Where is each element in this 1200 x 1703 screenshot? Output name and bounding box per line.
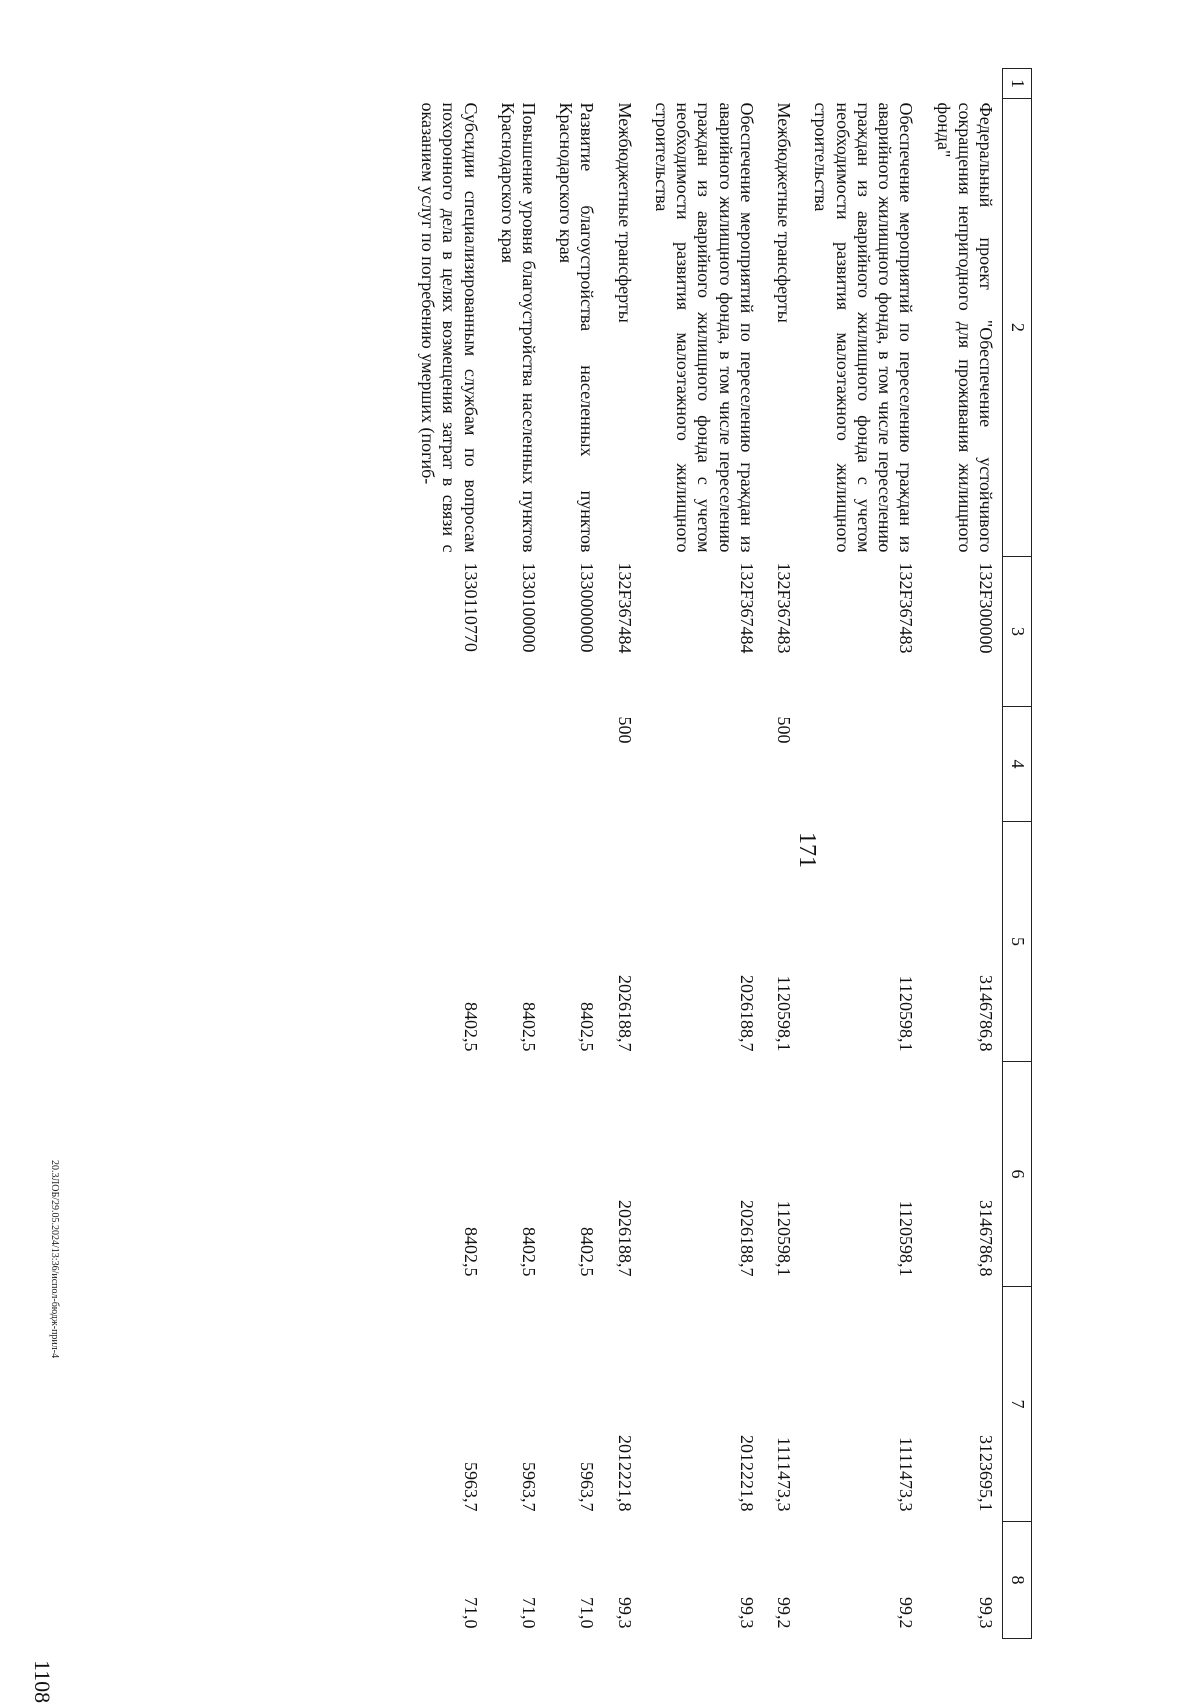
row-value-7: 3123695,1 <box>976 1435 996 1512</box>
row-value-5: 8402,5 <box>577 1002 598 1052</box>
table-row <box>603 69 640 1639</box>
row-name: Межбюджетные трансферты <box>774 102 795 323</box>
row-name: Обеспечение мероприятий по переселению граждан из аварийного жилищного фонда, в том числе переселению граждан из аварийного жилищного фонда с учетом необходимости развития малоэтажного жилищного строительства <box>651 102 757 553</box>
table-body <box>407 69 1003 1639</box>
row-value-6: 1120598,1 <box>896 1200 917 1277</box>
row-code: 1330000000 <box>577 562 598 653</box>
row-value-7: 1111473,3 <box>774 1437 795 1512</box>
row-code: 1330100000 <box>519 562 540 653</box>
row-value-6: 2026188,7 <box>736 1200 757 1277</box>
header-col-7: 7 <box>1003 1287 1032 1522</box>
row-col-1 <box>641 69 763 99</box>
row-expense-type <box>407 707 487 822</box>
row-value-7: 5963,7 <box>460 1462 481 1512</box>
row-expense-type <box>641 707 763 822</box>
row-code: 132F300000 <box>976 562 996 654</box>
row-value-5: 1120598,1 <box>896 975 917 1052</box>
row-col-1 <box>763 69 800 99</box>
row-value-5: 2026188,7 <box>736 975 757 1052</box>
table-row <box>922 69 1002 1639</box>
row-percent: 99,3 <box>976 1597 996 1629</box>
row-value-6: 3146786,8 <box>976 1200 996 1277</box>
budget-table <box>407 68 1032 1639</box>
table-row <box>545 69 603 1639</box>
row-name: Развитие благоустройства населенных пунктов Краснодарского края <box>556 102 598 553</box>
row-name: Субсидии специализированным службам по вопросам похоронного дела в целях возмещения затрат в связи с оказанием услуг по погребению умерших (погиб- <box>418 102 481 553</box>
row-col-1 <box>603 69 640 99</box>
row-percent: 71,0 <box>519 1597 540 1629</box>
row-expense-type <box>922 707 1002 822</box>
row-value-5: 2026188,7 <box>614 975 635 1052</box>
row-percent: 99,2 <box>774 1597 795 1629</box>
row-percent: 99,3 <box>614 1597 635 1629</box>
row-value-5: 8402,5 <box>519 1002 540 1052</box>
header-col-6: 6 <box>1003 1062 1032 1287</box>
header-col-4: 4 <box>1003 707 1032 822</box>
row-value-6: 8402,5 <box>519 1227 540 1277</box>
table-row <box>800 69 922 1639</box>
header-col-3: 3 <box>1003 557 1032 707</box>
header-row <box>1003 69 1032 1639</box>
row-value-7: 5963,7 <box>577 1462 598 1512</box>
row-expense-type <box>487 707 545 822</box>
header-col-2: 2 <box>1003 99 1032 557</box>
table-row <box>763 69 800 1639</box>
row-percent: 99,2 <box>896 1597 917 1629</box>
row-value-5: 3146786,8 <box>976 975 996 1052</box>
row-name: Обеспечение мероприятий по переселению граждан из аварийного жилищного фонда, в том числе переселению граждан из аварийного жилищного фонда с учетом необходимости развития малоэтажного жилищного строительства <box>811 102 917 553</box>
table-row <box>487 69 545 1639</box>
row-percent: 99,3 <box>736 1597 757 1629</box>
row-value-7: 2012221,8 <box>614 1435 635 1512</box>
page-number: 171 <box>794 832 820 868</box>
row-code: 132F367483 <box>774 562 795 654</box>
row-code: 132F367484 <box>614 562 635 654</box>
row-code: 1330110770 <box>460 562 481 652</box>
row-name: Федеральный проект "Обеспечение устойчивого сокращения непригодного для проживания жилищного фонда" <box>933 102 996 553</box>
row-col-1 <box>800 69 922 99</box>
row-value-5: 1120598,1 <box>774 975 795 1052</box>
row-code: 132F367483 <box>896 562 917 654</box>
table-row <box>407 69 487 1639</box>
row-value-7: 5963,7 <box>519 1462 540 1512</box>
row-col-1 <box>407 69 487 99</box>
row-value-5: 8402,5 <box>460 1002 481 1052</box>
row-percent: 71,0 <box>460 1597 481 1629</box>
row-percent: 71,0 <box>577 1597 598 1629</box>
header-col-5: 5 <box>1003 822 1032 1062</box>
footer-code: 20.3ЛОБ/29.05.2024/13:36/испол-бюдж-прил-4 <box>49 1160 60 1359</box>
row-col-1 <box>922 69 1002 99</box>
sheet-number: 1108 <box>30 1660 55 1703</box>
row-col-1 <box>487 69 545 99</box>
header-col-1: 1 <box>1003 69 1032 99</box>
row-value-6: 8402,5 <box>460 1227 481 1277</box>
row-value-7: 2012221,8 <box>736 1435 757 1512</box>
header-col-8: 8 <box>1003 1522 1032 1639</box>
row-value-6: 8402,5 <box>577 1227 598 1277</box>
row-value-6: 2026188,7 <box>614 1200 635 1277</box>
row-name: Межбюджетные трансферты <box>614 102 635 323</box>
row-expense-type: 500 <box>774 716 795 744</box>
row-expense-type: 500 <box>614 716 635 744</box>
row-col-1 <box>545 69 603 99</box>
row-code: 132F367484 <box>736 562 757 654</box>
row-name: Повышение уровня благоустройства населенных пунктов Краснодарского края <box>497 102 540 553</box>
table-row <box>641 69 763 1639</box>
row-expense-type <box>545 707 603 822</box>
row-expense-type <box>800 707 922 822</box>
row-value-6: 1120598,1 <box>774 1200 795 1277</box>
row-value-7: 1111473,3 <box>896 1437 917 1512</box>
